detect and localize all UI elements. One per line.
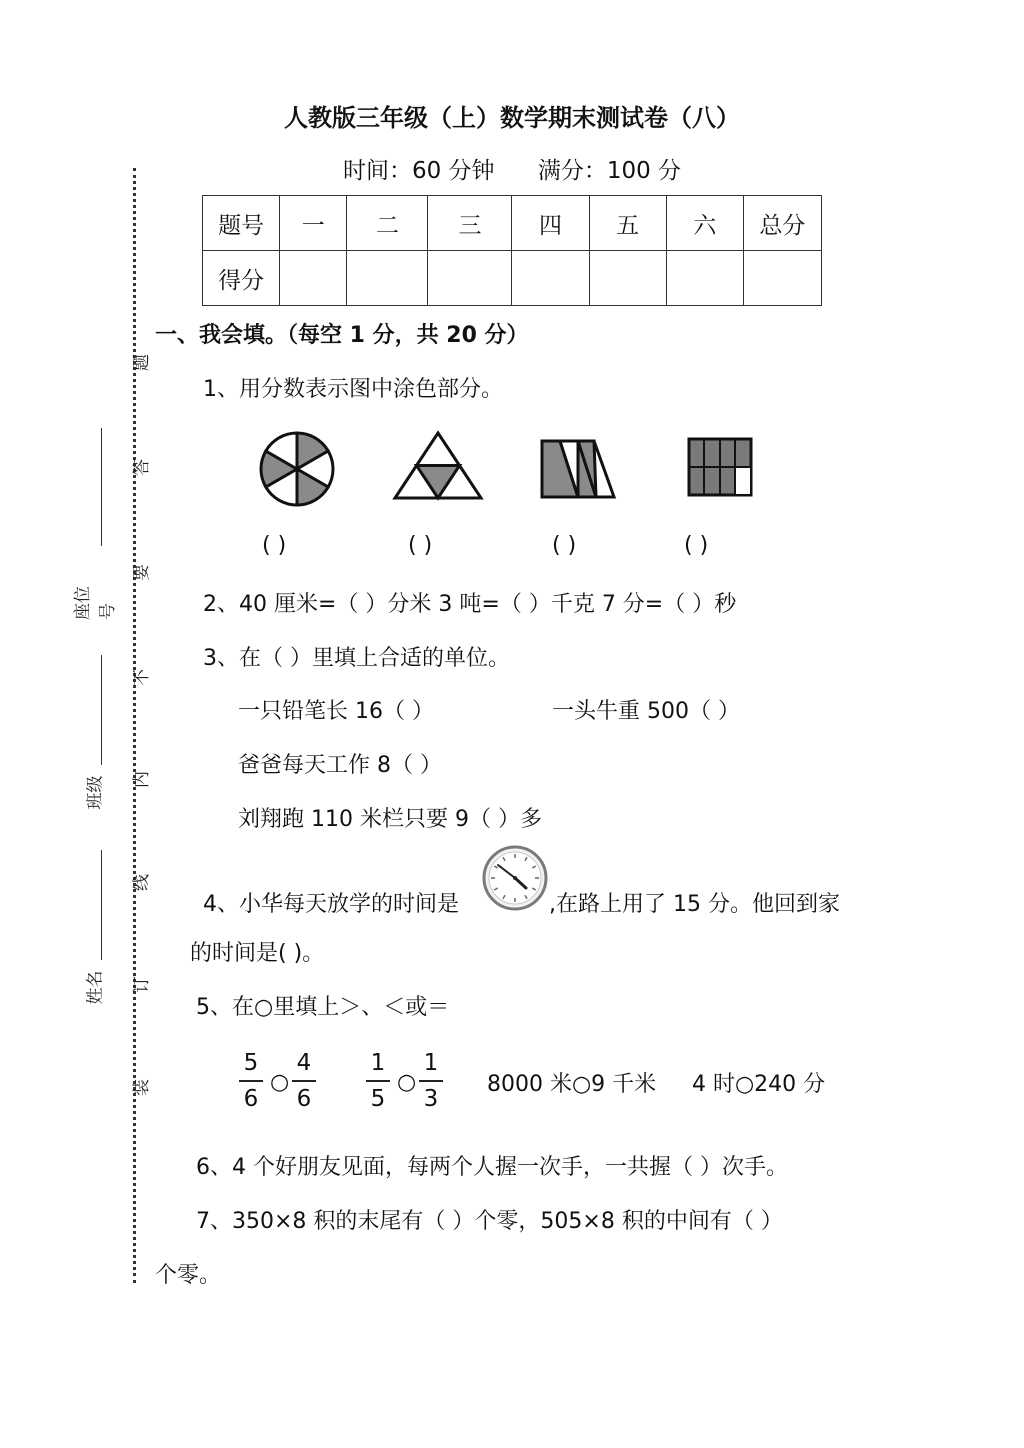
answer-blank[interactable]: ( ) <box>552 533 577 558</box>
fraction-bar <box>292 1080 316 1082</box>
question-7-continued: 个零。 <box>155 1263 222 1288</box>
table-cell: 四 <box>512 196 589 251</box>
seat-number-label: 座位号 <box>73 586 118 620</box>
score-cell[interactable] <box>743 251 821 306</box>
question-7: 7、350×8 积的末尾有（ ）个零，505×8 积的中间有（ ） <box>196 1209 783 1234</box>
binding-word: 线 <box>132 874 152 891</box>
binding-word: 答 <box>132 459 152 476</box>
answer-blank[interactable]: ( ) <box>262 533 287 558</box>
section-1-title: 一、我会填。（每空 1 分，共 20 分） <box>155 323 529 348</box>
question-6: 6、4 个好朋友见面，每两个人握一次手，一共握（ ）次手。 <box>196 1155 788 1180</box>
numerator: 4 <box>296 1050 312 1076</box>
numerator: 1 <box>423 1050 439 1076</box>
question-4-part1: 4、小华每天放学的时间是 <box>203 892 459 917</box>
compare-circle[interactable]: ○ <box>270 1070 290 1095</box>
fraction-bar <box>239 1080 263 1082</box>
table-cell: 五 <box>589 196 666 251</box>
numerator: 5 <box>243 1050 259 1076</box>
seat-number-line[interactable] <box>101 428 102 546</box>
score-cell[interactable] <box>280 251 347 306</box>
table-cell: 总分 <box>743 196 821 251</box>
answer-blank[interactable]: ( ) <box>408 533 433 558</box>
score-cell[interactable] <box>666 251 743 306</box>
score-cell[interactable] <box>512 251 589 306</box>
numerator: 1 <box>370 1050 386 1076</box>
score-table-score-row <box>203 251 822 306</box>
question-3: 3、在（ ）里填上合适的单位。 <box>203 646 510 671</box>
binding-word: 不 <box>132 669 152 686</box>
circle-fraction-figure <box>258 430 336 508</box>
table-cell: 二 <box>347 196 428 251</box>
compare-circle[interactable]: ○ <box>397 1070 417 1095</box>
clock-icon <box>482 845 548 911</box>
binding-word: 订 <box>132 976 152 993</box>
question-3c: 爸爸每天工作 8（ ） <box>238 753 442 778</box>
score-cell[interactable] <box>347 251 428 306</box>
triangle-fraction-figure <box>392 430 484 502</box>
fraction <box>239 1048 263 1114</box>
question-1: 1、用分数表示图中涂色部分。 <box>203 377 503 402</box>
question-3d: 刘翔跑 110 米栏只要 9（ ）多 <box>238 807 542 832</box>
denominator: 3 <box>423 1086 439 1112</box>
question-5: 5、在○里填上＞、＜或＝ <box>196 995 450 1020</box>
fraction <box>419 1048 443 1114</box>
time-limit: 时间：60 分钟 <box>342 158 495 184</box>
table-cell: 六 <box>666 196 743 251</box>
fraction-bar <box>419 1080 443 1082</box>
score-table <box>202 195 822 306</box>
binding-word: 要 <box>132 564 152 581</box>
fraction <box>292 1048 316 1114</box>
grid-fraction-figure <box>687 437 753 497</box>
denominator: 5 <box>370 1086 386 1112</box>
question-2: 2、40 厘米=（ ）分米 3 吨=（ ）千克 7 分=（ ）秒 <box>203 592 737 617</box>
table-cell: 三 <box>428 196 512 251</box>
class-line[interactable] <box>101 655 102 765</box>
binding-word: 题 <box>132 354 152 371</box>
name-line[interactable] <box>101 850 102 960</box>
page-title: 人教版三年级（上）数学期末测试卷（八） <box>284 104 740 132</box>
binding-word: 装 <box>132 1079 152 1096</box>
score-cell[interactable] <box>589 251 666 306</box>
question-5d: 4 时○240 分 <box>692 1072 826 1097</box>
class-label: 班级 <box>85 775 106 810</box>
name-label: 姓名 <box>85 970 106 1005</box>
exam-info <box>0 152 1024 185</box>
full-score: 满分：100 分 <box>537 158 682 184</box>
table-cell: 题号 <box>203 196 280 251</box>
question-3a: 一只铅笔长 16（ ） <box>238 699 434 724</box>
trapezoid-fraction-figure <box>538 438 618 500</box>
answer-blank[interactable]: ( ) <box>684 533 709 558</box>
score-cell[interactable] <box>428 251 512 306</box>
denominator: 6 <box>243 1086 259 1112</box>
question-4-part2: ,在路上用了 15 分。他回到家 <box>549 892 840 917</box>
fraction <box>366 1048 390 1114</box>
table-cell: 一 <box>280 196 347 251</box>
question-3b: 一头牛重 500（ ） <box>552 699 740 724</box>
denominator: 6 <box>296 1086 312 1112</box>
table-cell: 得分 <box>203 251 280 306</box>
binding-dotted-line <box>133 168 136 1283</box>
score-table-header-row <box>203 196 822 251</box>
fraction-bar <box>366 1080 390 1082</box>
question-4-part3: 的时间是( )。 <box>190 941 325 966</box>
binding-word: 内 <box>132 771 152 788</box>
question-5c: 8000 米○9 千米 <box>487 1072 657 1097</box>
